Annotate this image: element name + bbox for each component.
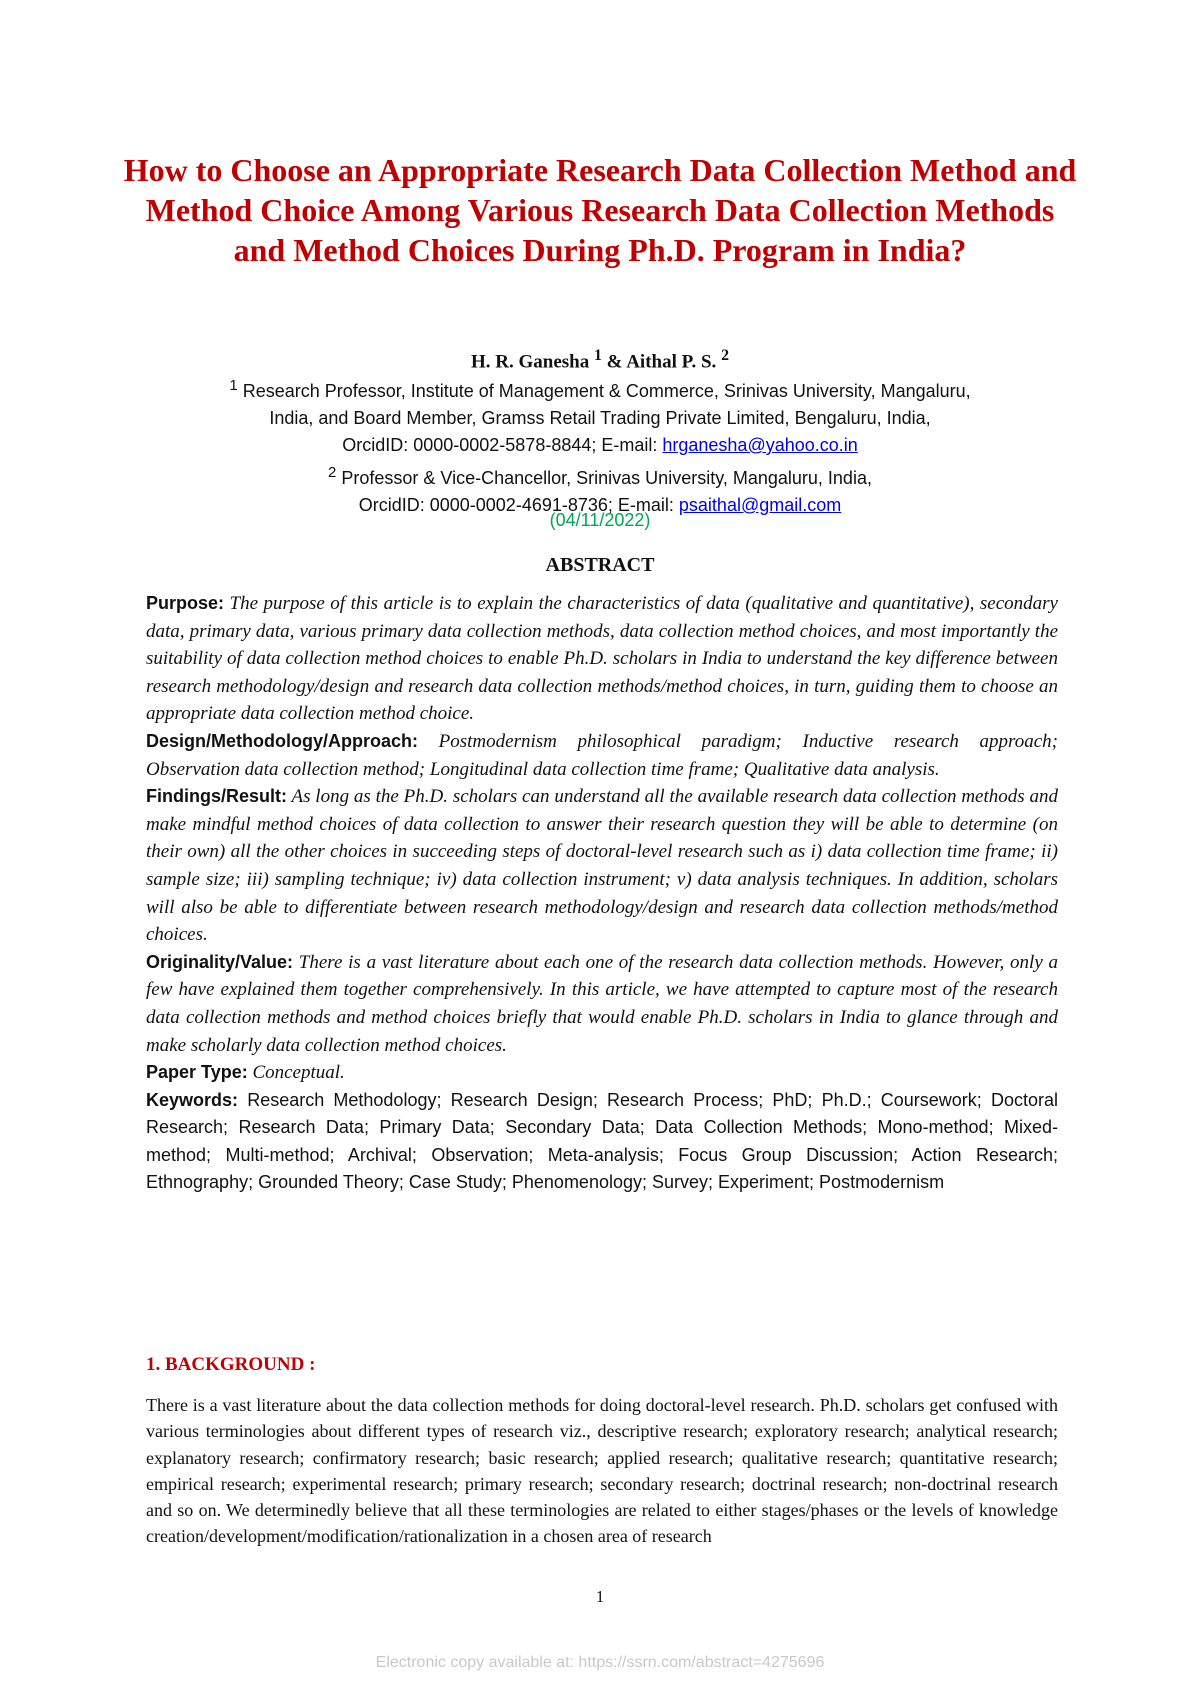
paper-type-label: Paper Type:: [146, 1062, 248, 1083]
page-number: 1: [595, 1587, 605, 1606]
abstract-paper-type: [146, 1059, 1058, 1087]
design-text: Postmodernism philosophical paradigm; Inductive research approach; Observation data collection method; Longitudinal data collection time frame; Qualitative data analysis.: [146, 730, 1058, 780]
abstract-originality: [146, 949, 1058, 1059]
abstract-findings: [146, 783, 1058, 949]
orcid-2-text: OrcidID: 0000-0002-4691-8736; E-mail:: [358, 495, 679, 515]
background-paragraph: There is a vast literature about the data collection methods for doing doctoral-level research. Ph.D. scholars get confused with various terminologies about different types of research viz., descriptive research; exploratory research; analytical research; explanatory research; confirmatory research; basic research; applied research; qualitative research; quantitative research; empirical research; experimental research; primary research; secondary research; doctrinal research; non-doctrinal research and so on. We determinedly believe that all these terminologies are related to either stages/phases or the levels of knowledge creation/development/modification/rationalization in a chosen area of research: [146, 1395, 1058, 1547]
author-2: Aithal P. S.: [626, 351, 717, 373]
author-line: [120, 343, 1080, 375]
author-connector: &: [601, 351, 627, 373]
abstract-design: [146, 728, 1058, 783]
findings-text: As long as the Ph.D. scholars can understand all the available research data collection methods and make mindful method choices of data collection to answer their research question they will be able to determine (on their own) all the other choices in succeeding steps of doctoral-level research such as i) data collection time frame; ii) sample size; iii) sampling technique; iv) data collection instrument; v) data analysis techniques. In addition, scholars will also be able to differentiate between research methodology/design and research data collection methods/method choices.: [146, 786, 1058, 946]
author-2-sup: 2: [721, 347, 729, 364]
affiliation-2-text: Professor & Vice-Chancellor, Srinivas University, Mangaluru, India,: [336, 468, 872, 488]
paper-title: How to Choose an Appropriate Research Data Collection Method and Method Choice Among Various Research Data Collection Methods and Method Choices During Ph.D. Program in India?: [123, 152, 1077, 268]
author-1-sup: 1: [594, 347, 602, 364]
abstract-purpose: [146, 590, 1058, 728]
orcid-1-text: OrcidID: 0000-0002-5878-8844; E-mail:: [342, 435, 663, 455]
affiliation-1-line-1: [120, 372, 1080, 405]
keywords-label: Keywords:: [146, 1089, 239, 1110]
affiliation-1-line-2: India, and Board Member, Gramss Retail Trading Private Limited, Bengaluru, India,: [269, 408, 931, 428]
affiliations: [120, 372, 1080, 519]
author-1: H. R. Ganesha: [471, 351, 590, 373]
ssrn-footer: Electronic copy available at: https://ssrn.com/abstract=4275696: [375, 1654, 825, 1671]
affiliation-2-line-1: [120, 459, 1080, 492]
paper-date: (04/11/2022): [549, 510, 651, 530]
affiliation-1-text: Research Professor, Institute of Management & Commerce, Srinivas University, Mangaluru,: [237, 381, 971, 401]
purpose-label: Purpose:: [146, 593, 225, 613]
findings-label: Findings/Result:: [146, 786, 287, 807]
purpose-text: The purpose of this article is to explain the characteristics of data (qualitative and quantitative), secondary data, primary data, various primary data collection methods, data collection method choices, and most importantly the suitability of data collection method choices to enable Ph.D. scholars in India to understand the key difference between research methodology/design and research data collection methods/method choices, in turn, guiding them to choose an appropriate data collection method choice.: [146, 593, 1058, 725]
affiliation-1-sup: 1: [229, 377, 238, 394]
originality-label: Originality/Value:: [146, 951, 294, 972]
keywords-text: Research Methodology; Research Design; Research Process; PhD; Ph.D.; Coursework; Doctoral Research; Research Data; Primary Data; Secondary Data; Data Collection Methods; Mono-method; Mixed-method; Multi-method; Archival; Observation; Meta-analysis; Focus Group Discussion; Action Research; Ethnography; Grounded Theory; Case Study; Phenomenology; Survey; Experiment; Postmodernism: [146, 1089, 1058, 1193]
affiliation-1-orcid: [120, 432, 1080, 459]
abstract-heading: ABSTRACT: [545, 554, 655, 576]
email-link-1[interactable]: hrganesha@yahoo.co.in: [662, 435, 858, 455]
abstract-body: [146, 590, 1058, 1197]
section-heading-background: 1. BACKGROUND :: [146, 1354, 316, 1375]
affiliation-2-sup: 2: [328, 464, 337, 481]
paper-type-text: Conceptual.: [247, 1062, 345, 1084]
design-label: Design/Methodology/Approach:: [146, 730, 418, 751]
abstract-keywords: [146, 1087, 1058, 1197]
section-body-background: [146, 1392, 1058, 1550]
email-link-2[interactable]: psaithal@gmail.com: [678, 495, 842, 515]
originality-text: There is a vast literature about each one of the research data collection methods. However, only a few have explained them together comprehensively. In this article, we have attempted to capture most of the research data collection methods and method choices briefly that would enable Ph.D. scholars in India to glance through and make scholarly data collection method choices.: [146, 951, 1058, 1056]
